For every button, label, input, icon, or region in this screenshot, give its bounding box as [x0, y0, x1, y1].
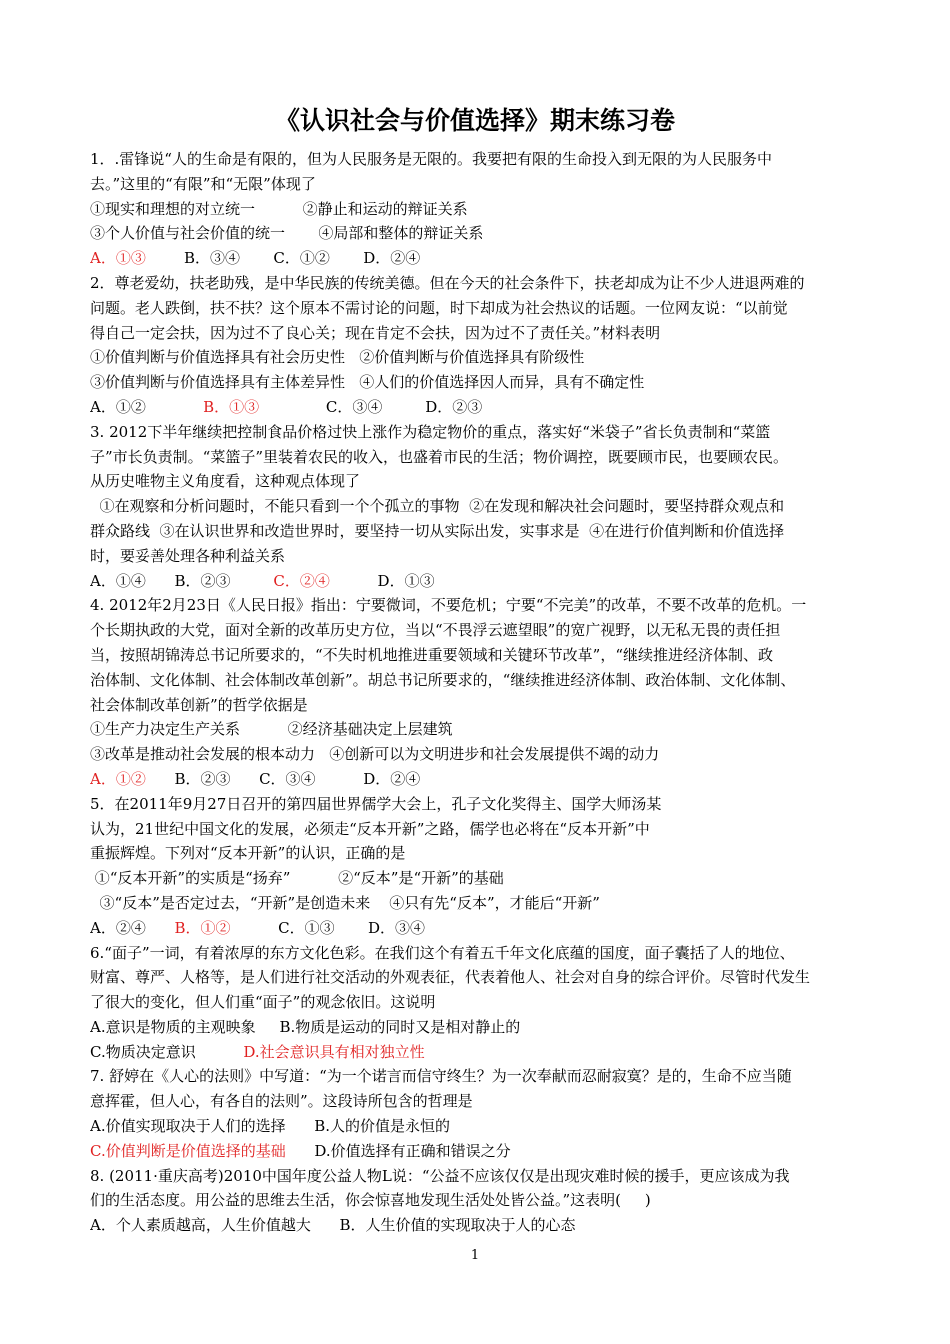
- text-segment: ①生产力决定生产关系 ②经济基础决定上层建筑: [90, 720, 453, 739]
- text-line: [90, 296, 870, 321]
- text-line: [90, 321, 870, 346]
- text-line: [90, 742, 870, 767]
- text-segment: 社会体制改革创新”的哲学依据是: [90, 695, 308, 714]
- text-segment: 财富、尊严、人格等，是人们进行社交活动的外观表征，代表着他人、社会对自身的综合评价。尽管时代发生: [90, 968, 811, 987]
- text-segment: 当，按照胡锦涛总书记所要求的，“不失时机地推进重要领域和关键环节改革”，“继续推进经济体制、政: [90, 645, 774, 664]
- text-line: [90, 1089, 870, 1114]
- text-line: [90, 147, 870, 172]
- text-line: [90, 172, 870, 197]
- text-segment: 8. (2011·重庆高考)2010中国年度公益人物L说：“公益不应该仅仅是出现灾难时候的援手，更应该成为我: [90, 1166, 790, 1185]
- text-line: [90, 668, 870, 693]
- text-segment: A．个人素质越高，人生价值越大 B．人生价值的实现取决于人的心态: [90, 1216, 576, 1235]
- text-line: [90, 494, 870, 519]
- text-line: [90, 469, 870, 494]
- text-segment: 重振辉煌。下列对“反本开新”的认识，正确的是: [90, 844, 406, 863]
- text-segment: A．①②: [90, 397, 204, 416]
- text-segment: 从历史唯物主义角度看，这种观点体现了: [90, 472, 361, 491]
- text-segment: ①“反本开新”的实质是“扬弃” ②“反本”是“开新”的基础: [90, 869, 504, 888]
- page-title: 《认识社会与价值选择》期末练习卷: [274, 106, 675, 135]
- text-segment: 问题。老人跌倒，扶不扶？这个原本不需讨论的问题，时下却成为社会热议的话题。一位网友说：“以前觉: [90, 298, 788, 317]
- text-line: [90, 420, 870, 445]
- text-line: [90, 717, 870, 742]
- page-number: 1: [470, 1248, 480, 1263]
- text-segment: 时，要妥善处理各种利益关系: [90, 546, 286, 565]
- text-line: [90, 841, 870, 866]
- text-line: [90, 246, 870, 271]
- text-segment: 认为，21世纪中国文化的发展，必须走“反本开新”之路，儒学也必将在“反本开新”中: [90, 819, 650, 838]
- text-segment: A.价值实现取决于人们的选择 B.人的价值是永恒的: [90, 1117, 451, 1136]
- text-line: [90, 916, 870, 941]
- text-line: [90, 445, 870, 470]
- text-segment: D．①③: [329, 571, 435, 590]
- document-body: [90, 147, 870, 1238]
- text-segment: A.意识是物质的主观映象 B.物质是运动的同时又是相对静止的: [90, 1017, 521, 1036]
- text-segment: C.物质决定意识: [90, 1042, 244, 1061]
- text-segment: 得自己一定会扶，因为过不了良心关；现在肯定不会扶，因为过不了责任关。”材料表明: [90, 323, 661, 342]
- text-segment: ③改革是推动社会发展的根本动力 ④创新可以为文明进步和社会发展提供不竭的动力: [90, 745, 660, 764]
- answer-highlight: A．①②: [90, 769, 146, 788]
- text-segment: B．③④ C．①② D．②④: [145, 249, 421, 268]
- text-line: [90, 271, 870, 296]
- text-segment: 2．尊老爱幼，扶老助残，是中华民族的传统美德。但在今天的社会条件下，扶老却成为让不少人进退两难的: [90, 273, 805, 292]
- text-line: [90, 866, 870, 891]
- text-line: [90, 965, 870, 990]
- text-segment: ①现实和理想的对立统一 ②静止和运动的辩证关系: [90, 199, 468, 218]
- text-segment: 个长期执政的大党，面对全新的改革历史方位，当以“不畏浮云遮望眼”的宽广视野，以无私无畏的责任担: [90, 621, 781, 640]
- text-line: [90, 767, 870, 792]
- text-segment: 意挥霍，但人心，有各自的法则”。这段诗所包含的哲理是: [90, 1092, 473, 1111]
- text-segment: ③个人价值与社会价值的统一 ④局部和整体的辩证关系: [90, 224, 484, 243]
- text-line: [90, 1188, 870, 1213]
- text-segment: 群众路线 ③在认识世界和改造世界时，要坚持一切从实际出发，实事求是 ④在进行价值判断和价值选择: [90, 521, 785, 540]
- answer-highlight: B．①③: [203, 397, 260, 416]
- text-segment: D.价值选择有正确和错误之分: [285, 1141, 511, 1160]
- answer-highlight: C.价值判断是价值选择的基础: [90, 1141, 286, 1160]
- text-line: [90, 941, 870, 966]
- text-segment: 了很大的变化，但人们重“面子”的观念依旧。这说明: [90, 993, 436, 1012]
- text-segment: 1．.雷锋说“人的生命是有限的，但为人民服务是无限的。我要把有限的生命投入到无限的为人民服务中: [90, 150, 772, 168]
- text-segment: 治体制、文化体制、社会体制改革创新”。胡总书记所要求的，“继续推进经济体制、政治体制、文化体制、: [90, 670, 796, 689]
- text-segment: 6.“面子”一词，有着浓厚的东方文化色彩。在我们这个有着五千年文化底蕴的国度，面子囊括了人的地位、: [90, 943, 795, 962]
- text-line: [90, 345, 870, 370]
- answer-highlight: C．②④: [273, 571, 330, 590]
- text-line: [90, 519, 870, 544]
- text-segment: 5．在2011年9月27日召开的第四届世界儒学大会上，孔子文化奖得主、国学大师汤某: [90, 794, 662, 813]
- text-line: [90, 817, 870, 842]
- text-line: [90, 197, 870, 222]
- text-segment: 去。”这里的“有限”和“无限”体现了: [90, 174, 316, 193]
- answer-highlight: D.社会意识具有相对独立性: [243, 1042, 425, 1061]
- text-line: [90, 370, 870, 395]
- text-segment: ①价值判断与价值选择具有社会历史性 ②价值判断与价值选择具有阶级性: [90, 348, 585, 367]
- text-segment: C．①③ D．③④: [230, 918, 426, 937]
- text-line: [90, 643, 870, 668]
- text-line: [90, 1213, 870, 1238]
- text-segment: ③价值判断与价值选择具有主体差异性 ④人们的价值选择因人而异，具有不确定性: [90, 373, 645, 392]
- text-line: [90, 544, 870, 569]
- text-line: [90, 1164, 870, 1189]
- text-segment: A．②④: [90, 918, 175, 937]
- text-line: [90, 1139, 870, 1164]
- text-line: [90, 990, 870, 1015]
- answer-highlight: B．①②: [174, 918, 231, 937]
- text-segment: 子”市长负责制。“菜篮子”里装着农民的收入，也盛着市民的生活；物价调控，既要顾市民，也要顾农民。: [90, 447, 789, 466]
- answer-highlight: A．①③: [90, 249, 146, 268]
- text-line: [90, 569, 870, 594]
- text-line: [90, 395, 870, 420]
- text-line: [90, 593, 870, 618]
- text-segment: 们的生活态度。用公益的思维去生活，你会惊喜地发现生活处处皆公益。”这表明( ): [90, 1191, 651, 1210]
- text-line: [90, 792, 870, 817]
- text-line: [90, 1040, 870, 1065]
- text-segment: B．②③ C．③④ D．②④: [145, 769, 421, 788]
- text-segment: ③“反本”是否定过去，“开新”是创造未来 ④只有先“反本”，才能后“开新”: [90, 893, 600, 912]
- text-line: [90, 891, 870, 916]
- text-line: [90, 221, 870, 246]
- text-segment: ①在观察和分析问题时，不能只看到一个个孤立的事物 ②在发现和解决社会问题时，要坚持群众观点和: [90, 497, 785, 516]
- text-segment: 7. 舒婷在《人心的法则》中写道：“为一个诺言而信守终生？为一次奉献而忍耐寂寞？是的，生命不应当随: [90, 1067, 792, 1086]
- text-line: [90, 618, 870, 643]
- text-segment: A．①④ B．②③: [90, 571, 274, 590]
- text-line: [90, 1015, 870, 1040]
- text-line: [90, 693, 870, 718]
- text-line: [90, 1114, 870, 1139]
- text-line: [90, 1064, 870, 1089]
- text-segment: C．③④ D．②③: [259, 397, 483, 416]
- text-segment: 4. 2012年2月23日《人民日报》指出：宁要微词，不要危机；宁要“不完美”的改革，不要不改革的危机。一: [90, 596, 807, 615]
- text-segment: 3. 2012下半年继续把控制食品价格过快上涨作为稳定物价的重点，落实好“米袋子”省长负责制和“菜篮: [90, 422, 771, 441]
